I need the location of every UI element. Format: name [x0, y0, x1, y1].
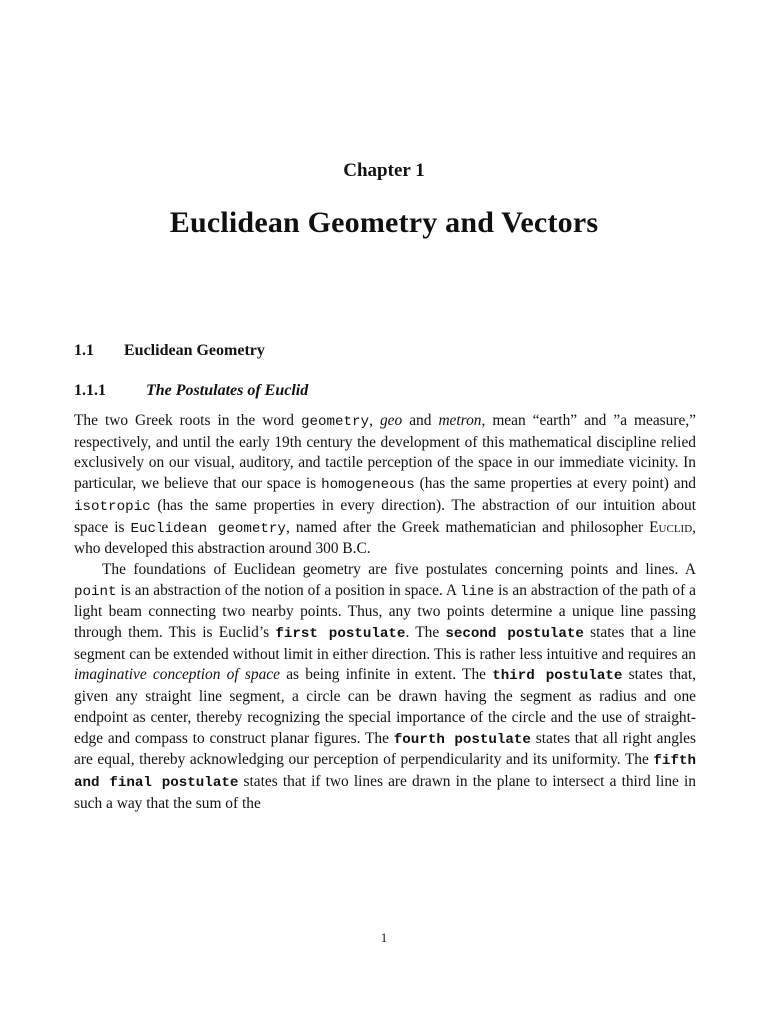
term-geo: geo [379, 412, 403, 429]
chapter-label: Chapter 1 [343, 160, 425, 181]
term-homogeneous: homogeneous [321, 477, 415, 494]
section-title: Euclidean Geometry [124, 342, 265, 359]
name-euclid: Euclid [649, 518, 693, 536]
subsection-number: 1.1.1 [74, 382, 106, 399]
term-line: line [460, 583, 495, 600]
term-euclidean-geometry: Euclidean geometry [130, 520, 286, 537]
body-text [74, 411, 696, 814]
term-fourth-postulate: fourth postulate [393, 731, 531, 748]
term-geometry: geometry [300, 414, 370, 430]
text-run: states that if two lines are drawn in the plane to intersect a third line in such a way that the sum of the [74, 772, 697, 812]
text-run: (has the same properties at every point) and [414, 475, 696, 493]
text-run: states that a line segment can be extended without limit in either direction. This is rather less intuitive and requires an [74, 624, 696, 663]
subsection-heading [74, 382, 308, 400]
term-isotropic: isotropic [74, 498, 151, 515]
page-number: 1 [380, 930, 388, 945]
section-heading [74, 342, 265, 360]
section-number: 1.1 [74, 342, 94, 359]
term-fifth-postulate: fifth and final postulate [74, 753, 696, 791]
paragraph-2 [74, 560, 696, 814]
subsection-title: The Postulates of Euclid [146, 382, 309, 399]
text-run: , mean “earth” and ”a measure,” respectively, and until the early 19th century the development of this mathematical discipline relied exclusively on our visual, auditory, and tactile perception of the space in our immediate vicinity. In particular, we believe that our space is [74, 412, 696, 493]
text-run: and [402, 412, 439, 429]
paragraph-1 [74, 411, 696, 560]
term-imaginative-conception: imaginative conception of space [74, 666, 280, 684]
text-run: states that all right angles are equal, thereby acknowledging our perception of perpendicularity and its uniformity. The [74, 729, 696, 769]
term-second-postulate: second postulate [445, 626, 584, 643]
text-run: (has the same properties in every direction). The abstraction of our intuition about space is [74, 496, 696, 536]
term-third-postulate: third postulate [492, 668, 623, 685]
text-run: states that, given any straight line segment, a circle can be drawn having the segment as radius and one endpoint as center, thereby recognizing the special importance of the circle and the use of straight-edge and compass to construct planar figures. The [74, 666, 696, 747]
term-first-postulate: first postulate [275, 626, 406, 643]
text-run: is an abstraction of the notion of a position in space. A [116, 581, 461, 599]
text-run: , named after the Greek mathematician and philosopher [285, 518, 650, 536]
text-run: , [369, 412, 380, 429]
term-point: point [74, 583, 117, 600]
text-run: is an abstraction of the path of a light beam connecting two nearby points. Thus, any two points determine a unique line passing through them. This is Euclid’s [74, 581, 697, 642]
text-run: , who developed this abstraction around 300 B.C. [74, 518, 697, 558]
text-run: as being infinite in extent. The [279, 666, 493, 684]
term-metron: metron [438, 412, 482, 429]
chapter-title: Euclidean Geometry and Vectors [169, 206, 599, 239]
text-run: The two Greek roots in the word [74, 412, 301, 429]
text-run: . The [405, 624, 446, 642]
text-run: The foundations of Euclidean geometry are five postulates concerning points and lines. A [102, 560, 696, 578]
